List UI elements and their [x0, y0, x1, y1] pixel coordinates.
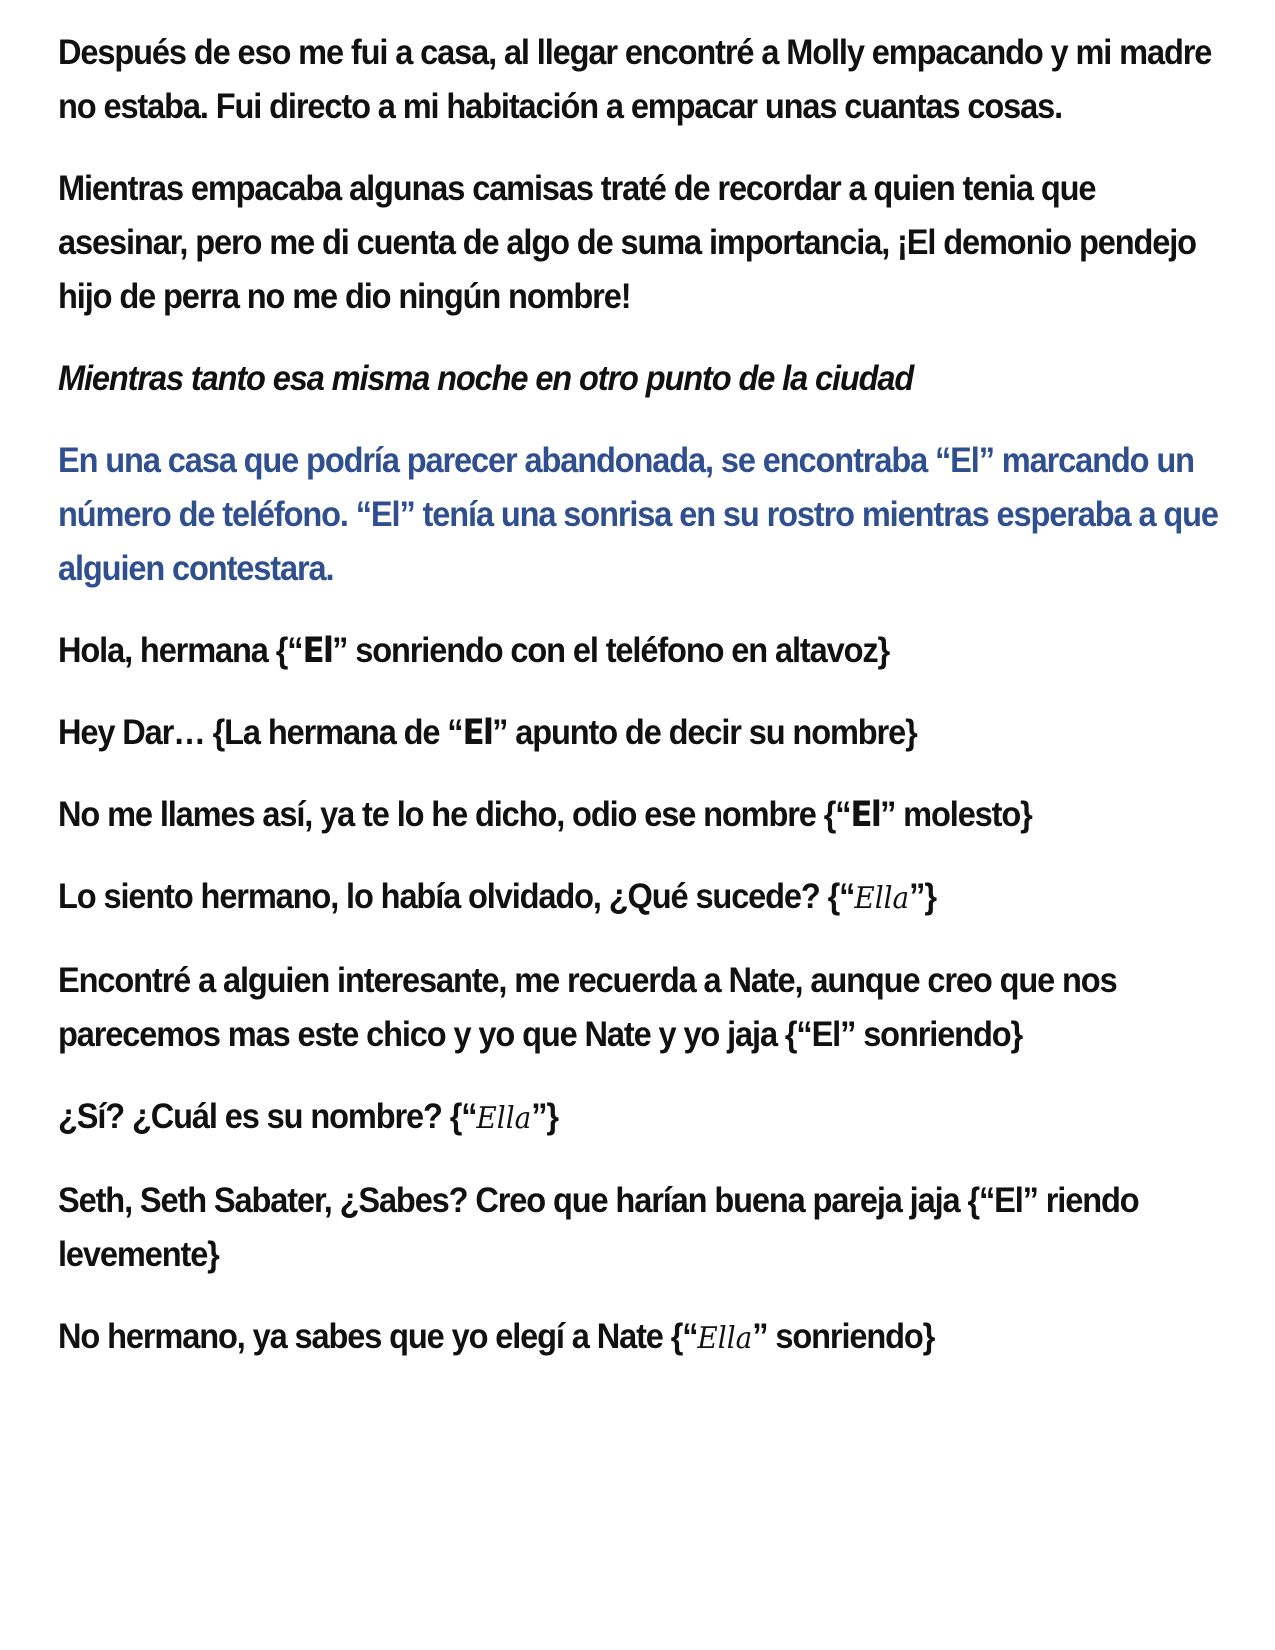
- speaker-el: El: [462, 713, 493, 753]
- dialogue-text: Lo siento hermano, lo había olvidado, ¿Qué sucede? {“: [58, 877, 855, 916]
- scene-transition: Mientras tanto esa misma noche en otro punto de la ciudad: [58, 359, 914, 398]
- dialogue-line-2: [58, 706, 1230, 760]
- dialogue-text: Hey Dar… {La hermana de “: [58, 713, 463, 752]
- speaker-el: El: [850, 795, 881, 835]
- dialogue-text: ” apunto de decir su nombre}: [492, 713, 917, 752]
- dialogue-text: No hermano, ya sabes que yo elegí a Nate {“: [58, 1317, 698, 1356]
- dialogue-text: ” sonriendo}: [752, 1317, 935, 1356]
- speaker-ella: Ella: [854, 881, 910, 916]
- narration-paragraph-2: Mientras empacaba algunas camisas traté de recordar a quien tenia que asesinar, pero me di cuenta de algo de suma importancia, ¡El demonio pendejo hijo de perra no me dio ningún nombre!: [58, 169, 1196, 316]
- dialogue-text: ¿Sí? ¿Cuál es su nombre? {“: [58, 1097, 477, 1136]
- narration-paragraph-1: Después de eso me fui a casa, al llegar encontré a Molly empacando y mi madre no estaba. Fui directo a mi habitación a empacar unas cuantas cosas.: [58, 33, 1212, 126]
- speaker-el: El: [302, 631, 333, 671]
- speaker-ella: Ella: [697, 1321, 753, 1356]
- dialogue-line-7: Seth, Seth Sabater, ¿Sabes? Creo que harían buena pareja jaja {“El” riendo levemente}: [58, 1181, 1139, 1274]
- dialogue-line-6: [58, 1090, 1230, 1146]
- narration-paragraph-blue: En una casa que podría parecer abandonada, se encontraba “El” marcando un número de teléfono. “El” tenía una sonrisa en su rostro mientras esperaba a que alguien contestara.: [58, 441, 1218, 588]
- dialogue-line-1: [58, 624, 1230, 678]
- dialogue-line-4: [58, 870, 1230, 926]
- dialogue-text: No me llames así, ya te lo he dicho, odio ese nombre {“: [58, 795, 851, 834]
- dialogue-text: ” molesto}: [880, 795, 1032, 834]
- document-page: [58, 26, 1238, 1394]
- dialogue-text: ”}: [531, 1097, 558, 1136]
- speaker-ella: Ella: [476, 1101, 532, 1136]
- dialogue-line-3: [58, 788, 1230, 842]
- dialogue-text: ” sonriendo con el teléfono en altavoz}: [332, 631, 890, 670]
- dialogue-line-5: Encontré a alguien interesante, me recuerda a Nate, aunque creo que nos parecemos mas este chico y yo que Nate y yo jaja {“El” sonriendo}: [58, 961, 1117, 1054]
- dialogue-text: Hola, hermana {“: [58, 631, 303, 670]
- dialogue-line-8: [58, 1310, 1230, 1366]
- dialogue-text: ”}: [909, 877, 936, 916]
